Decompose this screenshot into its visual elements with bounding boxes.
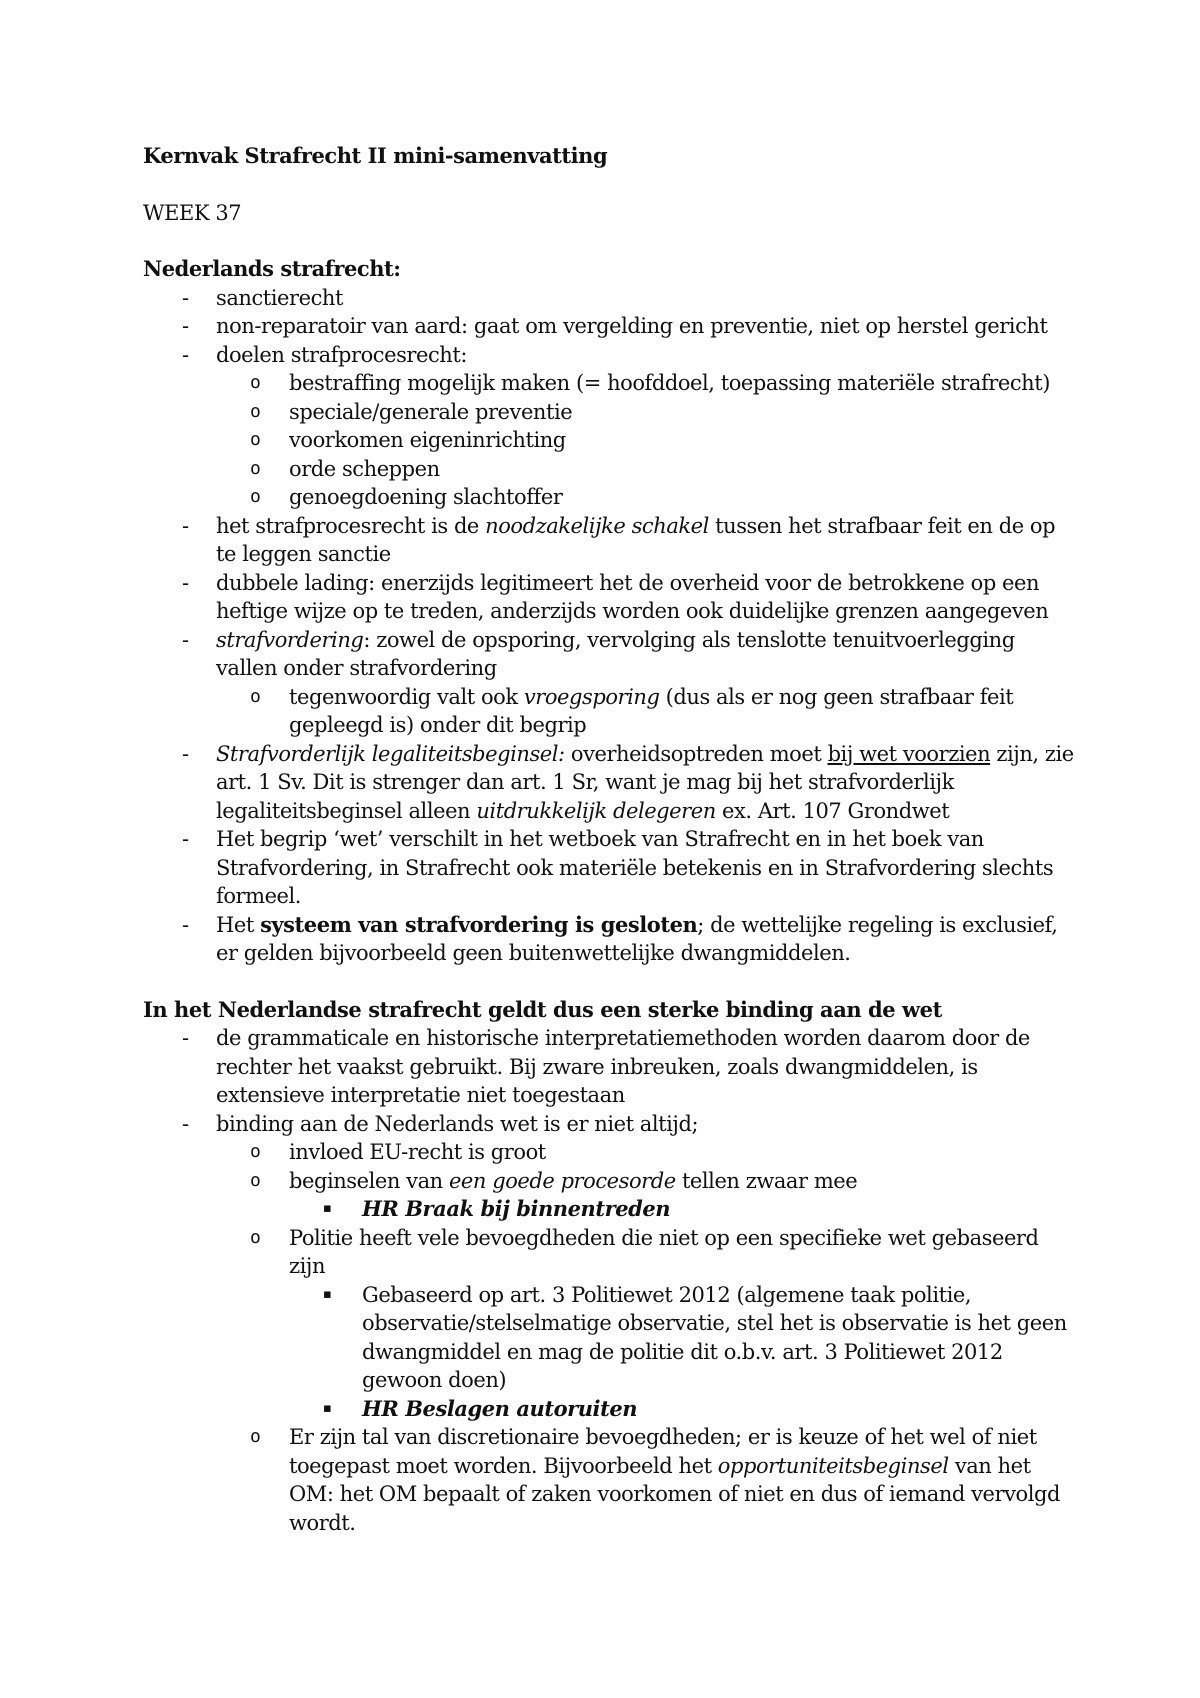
text-run: zijn, zie art. 1 Sv. Dit is strenger dan art. 1 Sr, want je mag bij het strafvorderlijk legaliteitsbeginsel alleen	[216, 741, 1074, 823]
dash-marker: -	[182, 1026, 189, 1050]
sub-list-item	[143, 1138, 1078, 1167]
list-item-text: Het begrip ‘wet’ verschilt in het wetboek van Strafrecht en in het boek van Strafvordering, in Strafrecht ook materiële betekenis en in Strafvordering slechts formeel.	[216, 827, 1054, 908]
text-run: (dus als er nog geen strafbaar feit gepleegd is) onder dit begrip	[289, 684, 1014, 737]
section-heading-nederlands-strafrecht: Nederlands strafrecht:	[143, 256, 401, 281]
list-item	[143, 740, 1078, 826]
list-item-text: dubbele lading: enerzijds legitimeert het de overheid voor de betrokkene op een heftige wijze op te treden, anderzijds worden ook duidelijke grenzen aangegeven	[216, 570, 1049, 623]
bold-term: systeem van strafvordering is gesloten	[260, 911, 698, 937]
sub-list-item	[143, 683, 1078, 740]
dash-marker: -	[182, 342, 189, 367]
sub-list-item	[143, 1423, 1078, 1537]
list-item	[143, 1110, 1078, 1139]
square-bullet-icon: ▪	[323, 1201, 332, 1216]
sub-list-item	[143, 455, 1078, 484]
binding-sublist-continued	[143, 1224, 1078, 1281]
text-run: overheidsoptreden moet	[564, 741, 828, 766]
circle-bullet-icon: o	[250, 486, 261, 507]
week-label: WEEK 37	[143, 200, 242, 225]
dash-marker: -	[182, 285, 189, 310]
circle-bullet-icon: o	[250, 1169, 261, 1191]
square-bullet-icon: ▪	[323, 1400, 332, 1416]
list-item	[143, 284, 1078, 313]
sub-list-item-text: invloed EU-recht is groot	[289, 1140, 546, 1164]
italic-term: opportuniteitsbeginsel	[717, 1453, 949, 1478]
sub-sub-list-item	[143, 1395, 1078, 1424]
list-item	[143, 312, 1078, 341]
dash-marker: -	[182, 570, 189, 595]
underlined-term: bij wet voorzien	[827, 741, 991, 766]
section-heading-binding-aan-de-wet: In het Nederlandse strafrecht geldt dus een sterke binding aan de wet	[143, 996, 942, 1022]
section1-list	[143, 284, 1078, 370]
case-reference: HR Beslagen autoruiten	[362, 1395, 638, 1421]
strafvordering-sublist	[143, 683, 1078, 740]
list-item-text: sanctierecht	[216, 285, 343, 310]
sub-list-item-text: voorkomen eigeninrichting	[289, 428, 566, 452]
section2-list	[143, 1024, 1078, 1138]
square-bullet-icon: ▪	[323, 1286, 332, 1302]
sub-list-item	[143, 1224, 1078, 1281]
list-item	[143, 911, 1078, 968]
sub-sub-list-item	[143, 1281, 1078, 1395]
text-run: Het	[216, 912, 261, 937]
dash-marker: -	[182, 912, 189, 937]
sub-sub-list-item-text: Gebaseerd op art. 3 Politiewet 2012 (algemene taak politie, observatie/stelselmatige observatie, stel het is observatie is het geen dwangmiddel en mag de politie dit o.b.v. art. 3 Politiewet 2012 gewoon doen)	[362, 1282, 1067, 1392]
procesorde-sublist	[143, 1195, 1078, 1224]
text-run: van het OM: het OM bepaalt of zaken voorkomen of niet en dus of iemand vervolgd wordt.	[289, 1453, 1060, 1535]
text-run: tegenwoordig valt ook	[289, 684, 524, 709]
circle-bullet-icon: o	[250, 372, 261, 393]
text-run: het strafprocesrecht is de	[216, 513, 486, 538]
doelen-sublist	[143, 369, 1078, 512]
italic-term: noodzakelijke schakel	[485, 513, 709, 538]
circle-bullet-icon: o	[250, 400, 261, 422]
case-reference: HR Braak bij binnentreden	[362, 1196, 671, 1221]
sub-list-item	[143, 426, 1078, 455]
text-run: : zowel de opsporing, vervolging als tenslotte tenuitvoerlegging vallen onder strafvordering	[216, 627, 1015, 680]
italic-term: Strafvorderlijk legaliteitsbeginsel:	[216, 741, 565, 766]
circle-bullet-icon: o	[250, 685, 261, 707]
text-run: ex. Art. 107 Grondwet	[715, 798, 950, 823]
circle-bullet-icon: o	[250, 457, 261, 479]
italic-term: strafvordering	[216, 627, 364, 652]
document-title: Kernvak Strafrecht II mini-samenvatting	[143, 143, 608, 168]
text-run: beginselen van	[289, 1168, 449, 1193]
section1-list-continued	[143, 512, 1078, 683]
dash-marker: -	[182, 741, 189, 766]
sub-list-item-text: genoegdoening slachtoffer	[289, 485, 563, 509]
sub-list-item-text: speciale/generale preventie	[289, 399, 573, 424]
sub-list-item-text: orde scheppen	[289, 456, 440, 481]
italic-term: uitdrukkelijk delegeren	[476, 798, 716, 823]
list-item	[143, 1024, 1078, 1110]
list-item	[143, 512, 1078, 569]
text-run: ; de wettelijke regeling is exclusief, er gelden bijvoorbeeld geen buitenwettelijke dwangmiddelen.	[216, 912, 1058, 965]
circle-bullet-icon: o	[250, 1226, 261, 1248]
list-item	[143, 341, 1078, 370]
binding-sublist-end	[143, 1423, 1078, 1537]
list-item-text: doelen strafprocesrecht:	[216, 342, 467, 367]
politie-sublist	[143, 1281, 1078, 1424]
circle-bullet-icon: o	[250, 429, 261, 450]
list-item	[143, 626, 1078, 683]
italic-term: vroegsporing	[523, 684, 660, 709]
italic-term: een goede procesorde	[448, 1168, 676, 1193]
document-content	[143, 142, 1078, 1537]
text-run: Er zijn tal van discretionaire bevoegdheden; er is keuze of het wel of niet toegepast moet worden. Bijvoorbeeld het	[289, 1425, 1037, 1478]
sub-list-item-text: Politie heeft vele bevoegdheden die niet op een specifieke wet gebaseerd zijn	[289, 1225, 1039, 1278]
circle-bullet-icon: o	[250, 1141, 261, 1162]
section1-list-end	[143, 740, 1078, 968]
text-run: tellen zwaar mee	[675, 1168, 858, 1193]
sub-list-item	[143, 398, 1078, 427]
dash-marker: -	[182, 1111, 189, 1136]
list-item	[143, 569, 1078, 626]
dash-marker: -	[182, 314, 189, 338]
dash-marker: -	[182, 513, 189, 538]
dash-marker: -	[182, 827, 189, 851]
binding-sublist	[143, 1138, 1078, 1195]
sub-list-item	[143, 369, 1078, 398]
list-item-text: binding aan de Nederlands wet is er niet altijd;	[216, 1111, 699, 1136]
list-item-text: de grammaticale en historische interpretatiemethoden worden daarom door de rechter het vaakst gebruikt. Bij zware inbreuken, zoals dwangmiddelen, is extensieve interpretatie niet toegestaan	[216, 1026, 1030, 1107]
list-item-text: non-reparatoir van aard: gaat om vergelding en preventie, niet op herstel gericht	[216, 314, 1048, 338]
list-item	[143, 825, 1078, 911]
text-run: tussen het strafbaar feit en de op te leggen sanctie	[216, 513, 1056, 566]
sub-list-item	[143, 1167, 1078, 1196]
sub-sub-list-item	[143, 1195, 1078, 1224]
dash-marker: -	[182, 627, 189, 652]
circle-bullet-icon: o	[250, 1426, 261, 1447]
sub-list-item-text: bestraffing mogelijk maken (= hoofddoel, toepassing materiële strafrecht)	[289, 371, 1050, 395]
sub-list-item	[143, 483, 1078, 512]
